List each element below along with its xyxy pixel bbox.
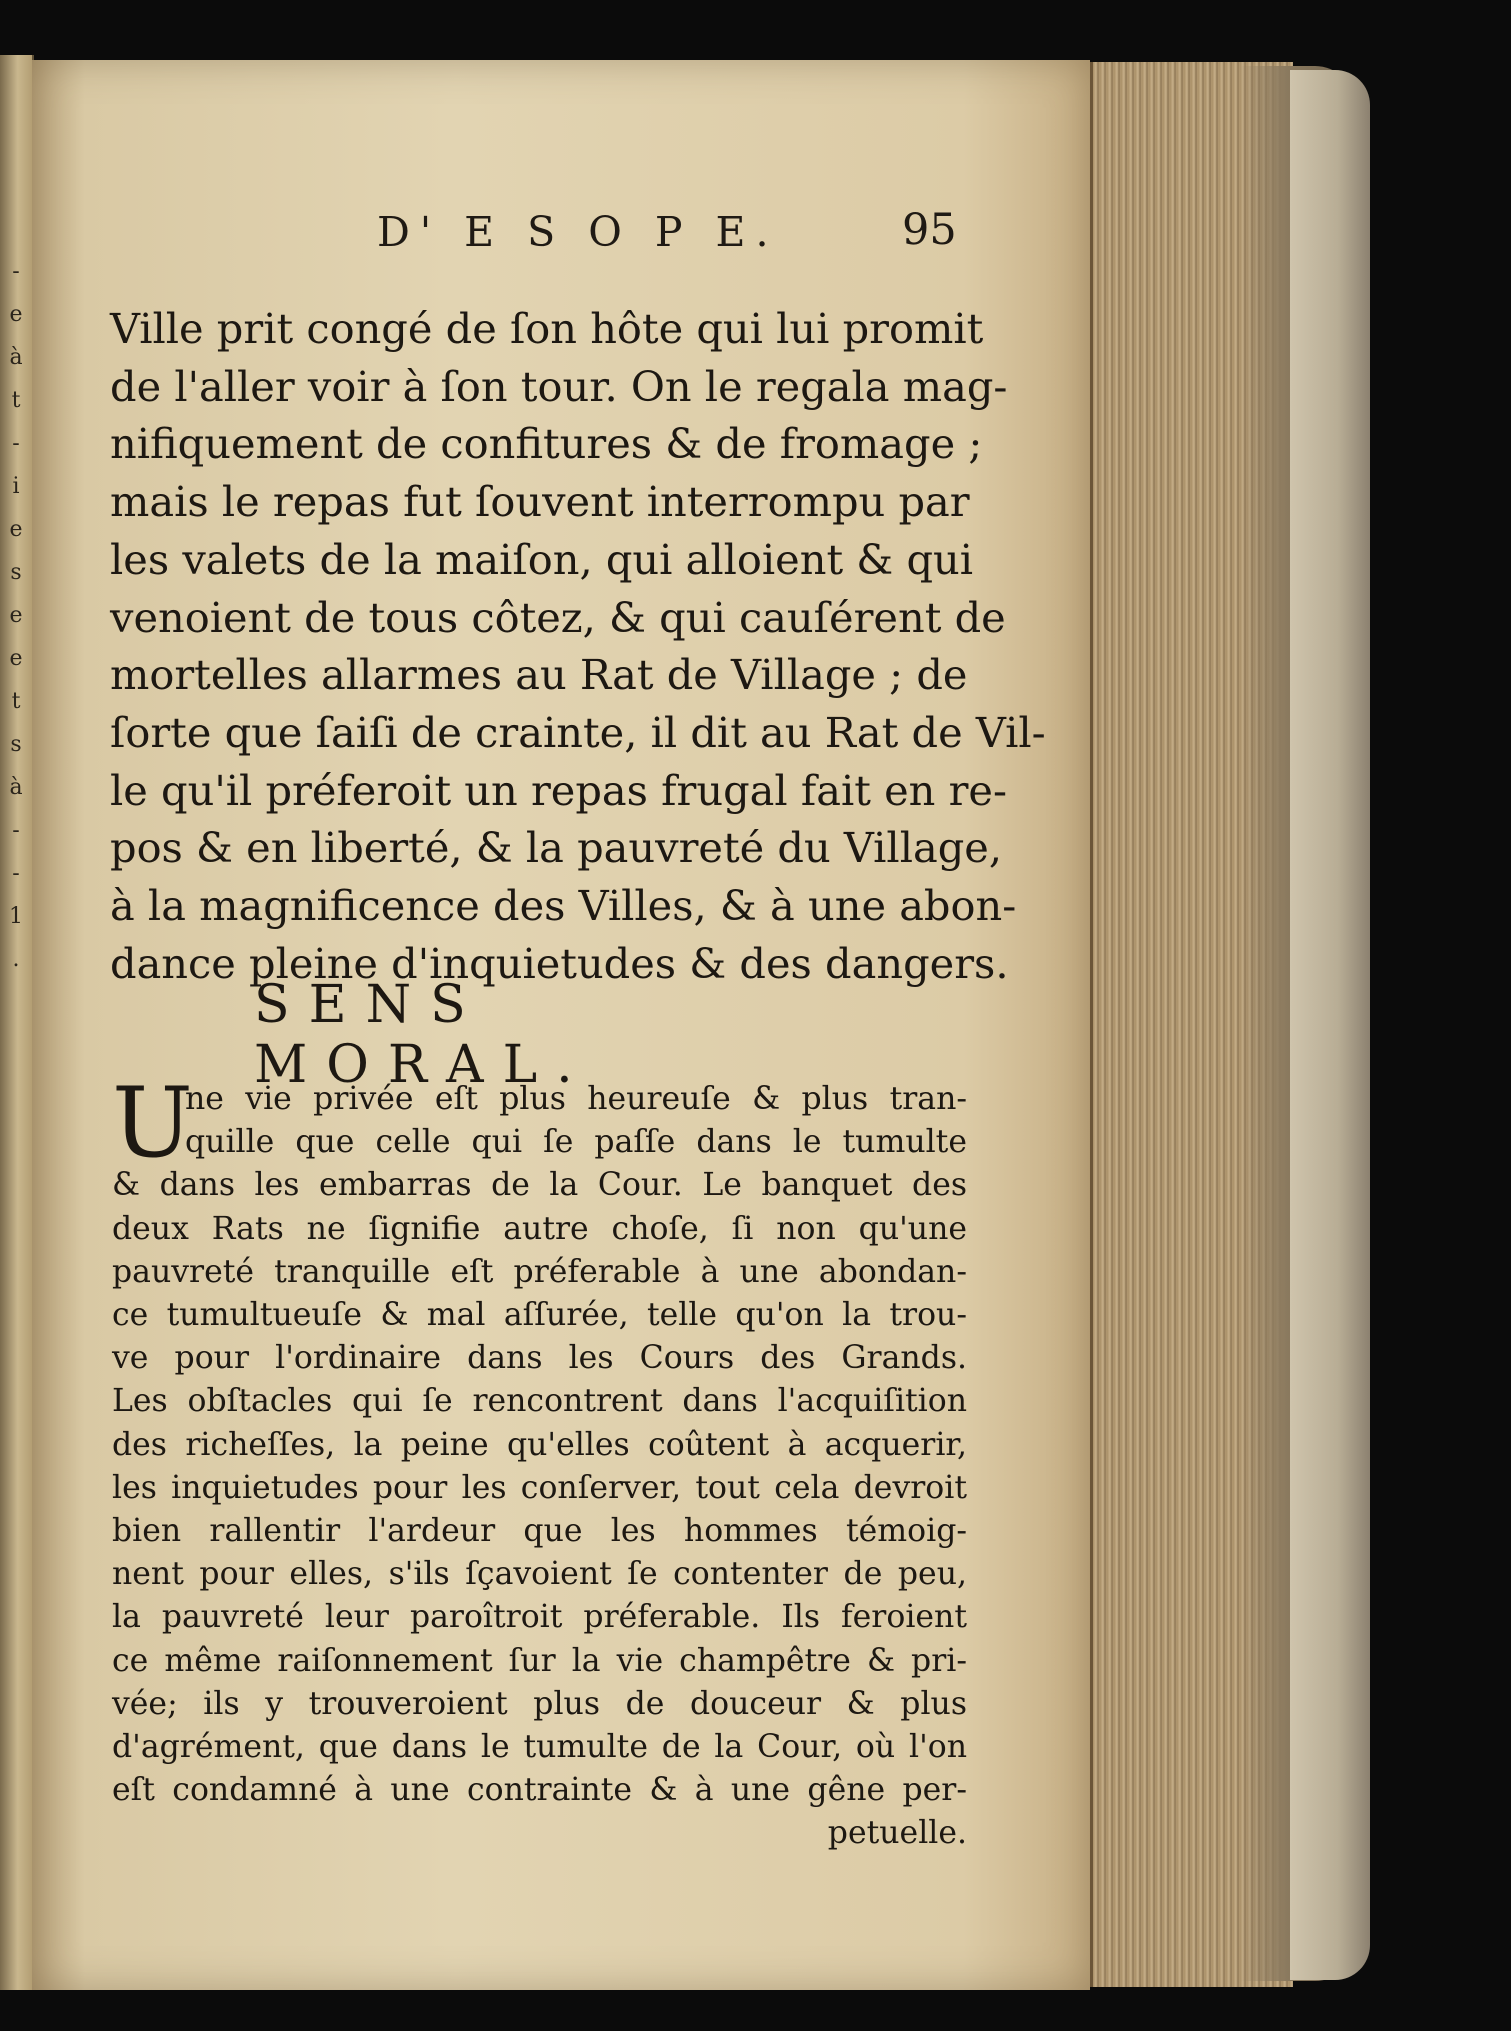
text-line: ce même raiſonnement ſur la vie champêtre & pri- bbox=[112, 1642, 967, 1679]
drop-capital: U bbox=[112, 1067, 193, 1179]
text-line: d'agrément, que dans le tumulte de la Cour, où l'on bbox=[112, 1729, 967, 1766]
margin-char: t bbox=[11, 388, 21, 413]
text-line: pos & en liberté, & la pauvreté du Village, bbox=[110, 823, 1003, 873]
text-line: Ville prit congé de ſon hôte qui lui promit bbox=[110, 304, 984, 353]
text-line: nifiquement de confitures & de fromage ; bbox=[110, 419, 983, 469]
margin-char: e bbox=[9, 646, 23, 671]
text-line: Les obſtacles qui ſe rencontrent dans l'acquiſition bbox=[112, 1383, 967, 1420]
margin-char: à bbox=[9, 345, 23, 370]
text-line: ce tumultueuſe & mal aſſurée, telle qu'on la trou- bbox=[112, 1297, 967, 1334]
text-line: deux Rats ne ſignifie autre choſe, ſi non qu'une bbox=[112, 1210, 967, 1247]
text-line: quille que celle qui ſe paſſe dans le tumulte bbox=[185, 1124, 967, 1161]
text-line: eſt condamné à une contrainte & à une gêne per- bbox=[112, 1772, 967, 1809]
fable-body bbox=[110, 300, 1046, 992]
margin-char: s bbox=[10, 560, 22, 585]
text-line: le qu'il préferoit un repas frugal fait en re- bbox=[110, 765, 1007, 815]
margin-char: . bbox=[12, 947, 20, 972]
margin-char: - bbox=[12, 818, 20, 843]
text-line: des richeſſes, la peine qu'elles coûtent à acquerir, bbox=[112, 1426, 967, 1463]
page-number: 95 bbox=[902, 205, 957, 255]
text-line: à la magnificence des Villes, & à une abon- bbox=[110, 881, 1017, 931]
margin-char: e bbox=[9, 603, 23, 628]
margin-char: s bbox=[10, 732, 22, 757]
margin-char: 1 bbox=[9, 904, 23, 929]
margin-char: e bbox=[9, 302, 23, 327]
text-line: les valets de la maiſon, qui alloient & qui bbox=[110, 534, 974, 584]
left-page-margin-fragments bbox=[2, 250, 30, 981]
text-line: les inquietudes pour les conſerver, tout cela devroit bbox=[112, 1469, 967, 1506]
text-line: ve pour l'ordinaire dans les Cours des Grands. bbox=[112, 1340, 967, 1377]
text-line: mais le repas fut ſouvent interrompu par bbox=[110, 477, 970, 527]
text-line: ne vie privée eſt plus heureuſe & plus tran- bbox=[185, 1081, 967, 1117]
margin-char: à bbox=[9, 775, 23, 800]
text-line: dance pleine d'inquietudes & des dangers. bbox=[110, 938, 1009, 988]
margin-char: t bbox=[11, 689, 21, 714]
catchword: petuelle. bbox=[827, 1815, 967, 1852]
text-line: la pauvreté leur paroîtroit préferable. Ils feroient bbox=[112, 1599, 967, 1636]
text-line: nent pour elles, s'ils ſçavoient ſe contenter de peu, bbox=[112, 1556, 967, 1593]
text-line: de l'aller voir à ſon tour. On le regala mag- bbox=[110, 361, 1008, 411]
moral-body bbox=[112, 1067, 967, 1856]
text-line: venoient de tous côtez, & qui cauſérent de bbox=[110, 592, 1006, 642]
margin-char: - bbox=[12, 861, 20, 886]
text-line: bien rallentir l'ardeur que les hommes témoig- bbox=[112, 1513, 967, 1550]
text-line: mortelles allarmes au Rat de Village ; de bbox=[110, 650, 968, 700]
running-title: D' E S O P E. bbox=[377, 208, 779, 256]
margin-char: i bbox=[12, 474, 20, 499]
margin-char: - bbox=[12, 259, 20, 284]
text-line: & dans les embarras de la Cour. Le banquet des bbox=[112, 1167, 967, 1204]
text-line: pauvreté tranquille eſt préferable à une abondan- bbox=[112, 1253, 967, 1290]
section-title: SENS MORAL. bbox=[254, 975, 592, 1095]
book-cover-edge bbox=[1290, 70, 1370, 1980]
text-line: ſorte que ſaiſi de crainte, il dit au Rat de Vil- bbox=[110, 707, 1046, 757]
book-page bbox=[32, 60, 1090, 1990]
text-line: vée; ils y trouveroient plus de douceur & plus bbox=[112, 1685, 967, 1722]
margin-char: e bbox=[9, 517, 23, 542]
margin-char: - bbox=[12, 431, 20, 456]
